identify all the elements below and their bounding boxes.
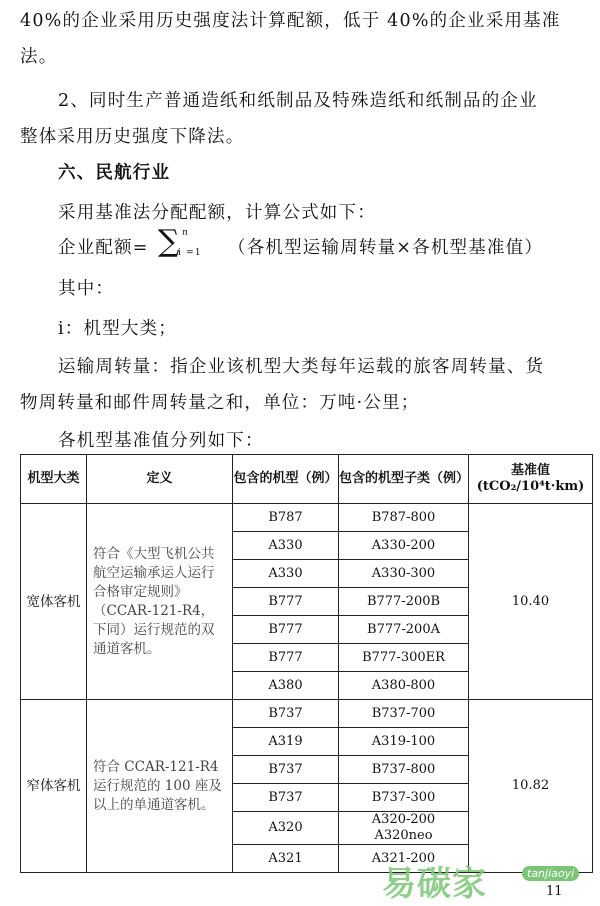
cell-submodel: A380-800 [339, 672, 469, 700]
watermark-logo: 易碳家 [382, 864, 487, 904]
table-intro: 各机型基准值分列如下： [58, 431, 264, 451]
table-row [21, 504, 593, 532]
cell-model: B777 [233, 616, 339, 644]
summation-symbol: ∑ [158, 224, 181, 259]
header-definition: 定义 [87, 455, 233, 504]
cell-submodel: A330-200 [339, 532, 469, 560]
cell-submodel: B737-800 [339, 756, 469, 784]
summation-upper: n [182, 228, 189, 238]
page-number: 11 [546, 884, 563, 899]
paragraph-line: 法。 [20, 47, 58, 67]
cell-submodel: B737-300 [339, 784, 469, 812]
cell-submodel: B777-200A [339, 616, 469, 644]
cell-submodel: A321-200 [339, 845, 469, 873]
formula-lhs: 企业配额= [58, 238, 149, 258]
table-header-row [21, 455, 593, 504]
cell-submodel: B777-200B [339, 588, 469, 616]
cell-model: B737 [233, 700, 339, 728]
cell-model: A320 [233, 812, 339, 845]
submodel-line: A320-200 [371, 812, 436, 827]
section-heading: 六、民航行业 [58, 163, 171, 183]
definition-transport: 运输周转量：指企业该机型大类每年运载的旅客周转量、货 [58, 357, 545, 377]
cell-definition: 符合《大型飞机公共航空运输承运人运行合格审定规则》（CCAR-121-R4，下同）运行规范的双通道客机。 [87, 504, 233, 700]
cell-model: B737 [233, 784, 339, 812]
where-label: 其中： [58, 279, 115, 299]
formula-intro: 采用基准法分配配额，计算公式如下： [58, 203, 376, 223]
submodel-line: A320neo [374, 828, 433, 843]
header-category: 机型大类 [21, 455, 87, 504]
cell-submodel [339, 812, 469, 845]
cell-category: 窄体客机 [21, 700, 87, 873]
cell-submodel: B787-800 [339, 504, 469, 532]
cell-benchmark: 10.82 [469, 700, 593, 873]
header-models: 包含的机型（例） [233, 455, 339, 504]
definition-i: i：机型大类； [58, 319, 177, 339]
paragraph-line: 40%的企业采用历史强度法计算配额，低于 40%的企业采用基准 [20, 11, 561, 31]
cell-model: A330 [233, 532, 339, 560]
header-submodels: 包含的机型子类（例） [339, 455, 469, 504]
cell-model: B777 [233, 644, 339, 672]
cell-submodel: B777-300ER [339, 644, 469, 672]
paragraph-line: 2、同时生产普通造纸和纸制品及特殊造纸和纸制品的企业 [58, 91, 538, 111]
cell-model: A380 [233, 672, 339, 700]
summation-lower: i =1 [178, 248, 202, 258]
cell-model: B737 [233, 756, 339, 784]
cell-model: A330 [233, 560, 339, 588]
table-body [21, 504, 593, 873]
header-benchmark-label: 基准值 [510, 463, 550, 478]
cell-submodel: B737-700 [339, 700, 469, 728]
cell-model: A319 [233, 728, 339, 756]
cell-model: B777 [233, 588, 339, 616]
cell-submodel: A330-300 [339, 560, 469, 588]
paragraph-line: 整体采用历史强度下降法。 [20, 127, 245, 147]
cell-submodel: A319-100 [339, 728, 469, 756]
cell-category: 宽体客机 [21, 504, 87, 700]
cell-definition: 符合 CCAR-121-R4 运行规范的 100 座及以上的单通道客机。 [87, 700, 233, 873]
cell-benchmark: 10.40 [469, 504, 593, 700]
table-row [21, 700, 593, 728]
header-benchmark-unit: (tCO₂/10⁴t·km) [476, 479, 585, 494]
benchmark-table [20, 454, 593, 873]
formula-rhs: （各机型运输周转量×各机型基准值） [228, 238, 544, 258]
definition-transport-cont: 物周转量和邮件周转量之和，单位：万吨·公里； [20, 393, 420, 413]
watermark-tag: tanjiaoyi [522, 866, 579, 881]
cell-model: A321 [233, 845, 339, 873]
cell-model: B787 [233, 504, 339, 532]
header-benchmark [469, 455, 593, 504]
